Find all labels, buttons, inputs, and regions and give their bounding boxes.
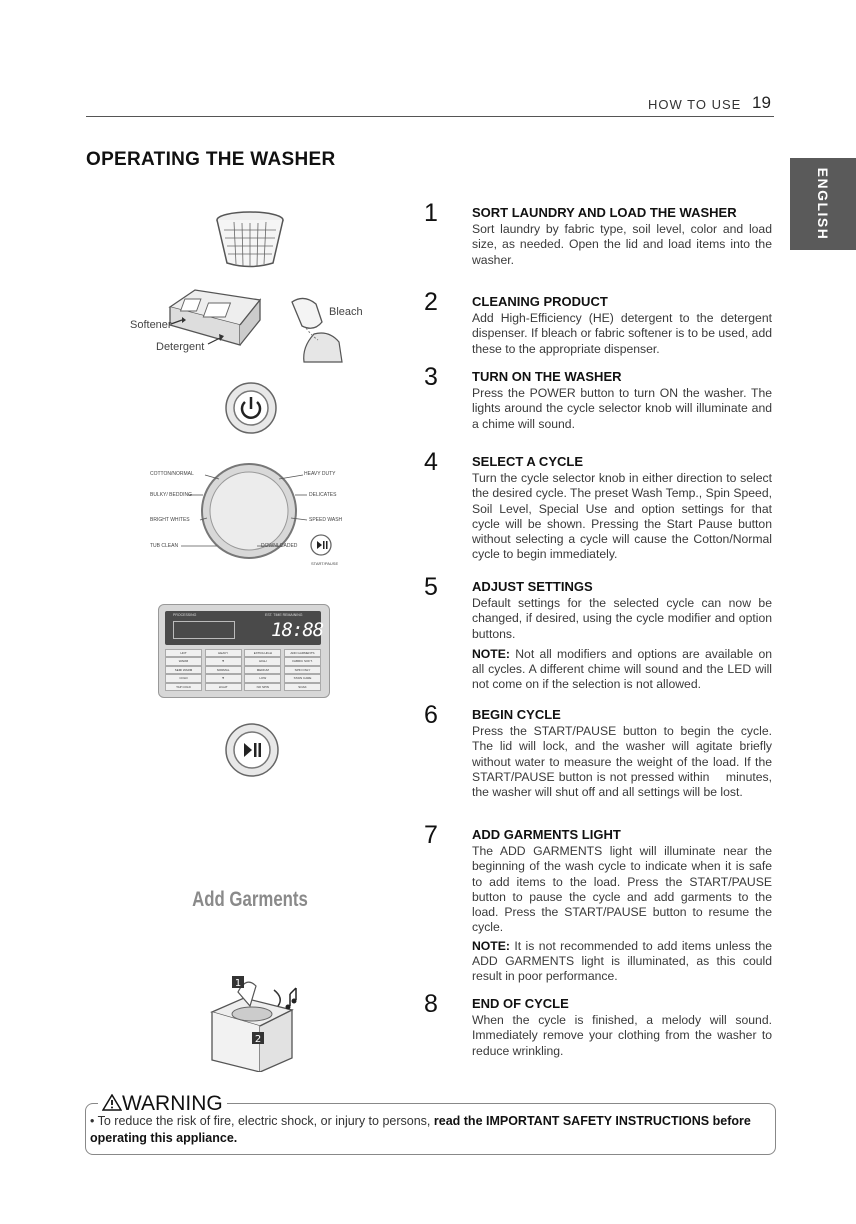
dial-label-cotton-normal: COTTON/NORMAL	[150, 471, 194, 477]
step-note	[472, 647, 772, 693]
svg-text:1: 1	[234, 978, 242, 989]
note-text: It is not recommended to add items unless the ADD GARMENTS light is illuminated, as this could result in poor performance.	[472, 938, 773, 984]
step-number: 1	[424, 199, 438, 227]
label-pointers	[170, 310, 230, 350]
step-number: 3	[424, 363, 438, 391]
laundry-basket-illustration	[210, 208, 290, 270]
panel-button: STAIN CARE	[284, 674, 321, 682]
step-number: 2	[424, 288, 438, 316]
dial-label-bright-whites: BRIGHT WHITES	[150, 517, 190, 523]
panel-button: NORMAL	[205, 666, 242, 674]
detergent-label: Detergent	[156, 341, 205, 353]
step-number: 7	[424, 821, 438, 849]
page-title: OPERATING THE WASHER	[86, 149, 336, 170]
panel-col-options	[284, 649, 321, 691]
panel-button: SEMI WARM	[165, 666, 202, 674]
step-body	[472, 596, 772, 693]
step-body: Add High-Efficiency (HE) detergent to the detergent dispenser. If bleach or fabric softener is to be used, add these to the appropriate dispenser.	[472, 311, 772, 356]
panel-button: FABRIC SOFT.	[284, 657, 321, 665]
panel-button: HIGH	[244, 657, 281, 665]
step-number: 4	[424, 448, 438, 476]
start-pause-button-illustration	[224, 722, 280, 778]
panel-button: ▼	[205, 674, 242, 682]
warning-icon	[102, 1094, 122, 1111]
control-panel-display	[165, 611, 324, 645]
step-body: Press the START/PAUSE button to begin the cycle. The lid will lock, and the washer will agitate briefly without water to measure the weight of the load. If the START/PAUSE button is not pressed within minutes, the washer will shut off and all settings will be lost.	[472, 724, 776, 800]
dial-label-heavy-duty: HEAVY DUTY	[304, 471, 336, 477]
display-processing-label: PROCESSING	[173, 613, 197, 617]
dial-label-start-pause: START/PAUSE	[311, 561, 339, 566]
step-number: 8	[424, 990, 438, 1018]
step-title: CLEANING PRODUCT	[472, 294, 608, 309]
step-title: TURN ON THE WASHER	[472, 369, 622, 384]
panel-col-soil	[205, 649, 242, 691]
step-number: 6	[424, 701, 438, 729]
control-panel-buttons	[165, 649, 321, 691]
step-title: SORT LAUNDRY AND LOAD THE WASHER	[472, 205, 737, 220]
page-number: 19	[752, 93, 771, 112]
panel-button: HOT	[165, 649, 202, 657]
warning-title: WARNING	[122, 1092, 223, 1115]
washer-end-cycle-illustration	[198, 972, 306, 1072]
step-body: Sort laundry by fabric type, soil level, color and load size, as needed. Open the lid and load items into the washer.	[472, 222, 772, 267]
step-body: When the cycle is finished, a melody will sound. Immediately remove your clothing from the washer to reduce wrinkling.	[472, 1013, 772, 1058]
panel-button: NO SPIN	[244, 683, 281, 691]
display-time: 18:88	[271, 619, 324, 641]
step-body	[472, 844, 772, 985]
dial-label-speed-wash: SPEED WASH	[309, 517, 343, 523]
dial-label-tub-clean: TUB CLEAN	[150, 543, 179, 549]
panel-button: ADD GARMENTS	[284, 649, 321, 657]
step-title: BEGIN CYCLE	[472, 707, 561, 722]
dial-label-bulky-bedding: BULKY/ BEDDING	[150, 492, 192, 498]
warning-text: • To reduce the risk of fire, electric shock, or injury to persons, read the IMPORTANT SAFETY INSTRUCTIONS before operating this appliance.	[90, 1114, 751, 1145]
header-section-label: HOW TO USE	[648, 97, 742, 112]
bleach-bottle-illustration	[284, 292, 346, 364]
step-title: SELECT A CYCLE	[472, 454, 583, 469]
step-note	[472, 939, 772, 985]
panel-button: LOW	[244, 674, 281, 682]
panel-button: COLD	[165, 674, 202, 682]
step-number: 5	[424, 573, 438, 601]
note-text: Not all modifiers and options are available on all cycles. A different chime will sound and the LED will not come on if the selection is not allowed.	[472, 646, 772, 692]
step-title: ADJUST SETTINGS	[472, 579, 593, 594]
add-garments-indicator: Add Garments	[192, 888, 308, 911]
power-button-illustration	[224, 381, 278, 435]
step-body: Turn the cycle selector knob in either direction to select the desired cycle. The preset Wash Temp., Spin Speed, Soil Level, Special Use and option settings for that cycle will be shown. Pressing the Start Pause button without selecting a cycle will cause the Cotton/Normal cycle to begin immediately.	[472, 471, 772, 562]
panel-button: ▼	[205, 657, 242, 665]
display-cycle-icons	[173, 621, 235, 639]
panel-button: HEAVY	[205, 649, 242, 657]
panel-button: MEDIUM	[244, 666, 281, 674]
panel-col-spin	[244, 649, 281, 691]
panel-button: EXTRA HIGH	[244, 649, 281, 657]
language-tab-label: ENGLISH	[815, 167, 831, 241]
svg-text:2: 2	[254, 1034, 262, 1045]
panel-button: SPIN ONLY	[284, 666, 321, 674]
display-est-time-label: EST. TIME REMAINING	[265, 613, 303, 617]
step-body-text: Default settings for the selected cycle can now be changed, if desired, using the cycle modifier and option buttons.	[472, 596, 772, 641]
step-body-text: The ADD GARMENTS light will illuminate near the beginning of the wash cycle to indicate when it is safe to add items to the load. Press the START/PAUSE button to pause the cycle and add garments to the load. Press the START/PAUSE button to resume the cycle.	[472, 844, 772, 935]
panel-button: LIGHT	[205, 683, 242, 691]
softener-label: Softener	[130, 319, 172, 331]
dial-label-downloaded: DOWNLOADED	[261, 543, 298, 549]
header-divider	[86, 116, 774, 117]
bleach-label: Bleach	[329, 306, 363, 318]
step-title: END OF CYCLE	[472, 996, 569, 1011]
language-tab	[790, 158, 856, 250]
control-panel-illustration	[158, 604, 330, 698]
step-body: Press the POWER button to turn ON the washer. The lights around the cycle selector knob will illuminate and a chime will sound.	[472, 386, 772, 431]
dial-label-delicates: DELICATES	[309, 492, 337, 498]
warning-text-bold: read the IMPORTANT SAFETY INSTRUCTIONS before operating this appliance.	[90, 1114, 751, 1145]
panel-button: WARM	[165, 657, 202, 665]
panel-button: SOAK	[284, 683, 321, 691]
panel-button: TAP COLD	[165, 683, 202, 691]
panel-col-temp	[165, 649, 202, 691]
note-label: NOTE:	[472, 938, 510, 953]
warning-text-normal: To reduce the risk of fire, electric shock, or injury to persons,	[97, 1114, 431, 1128]
note-label: NOTE:	[472, 646, 510, 661]
step-title: ADD GARMENTS LIGHT	[472, 827, 621, 842]
